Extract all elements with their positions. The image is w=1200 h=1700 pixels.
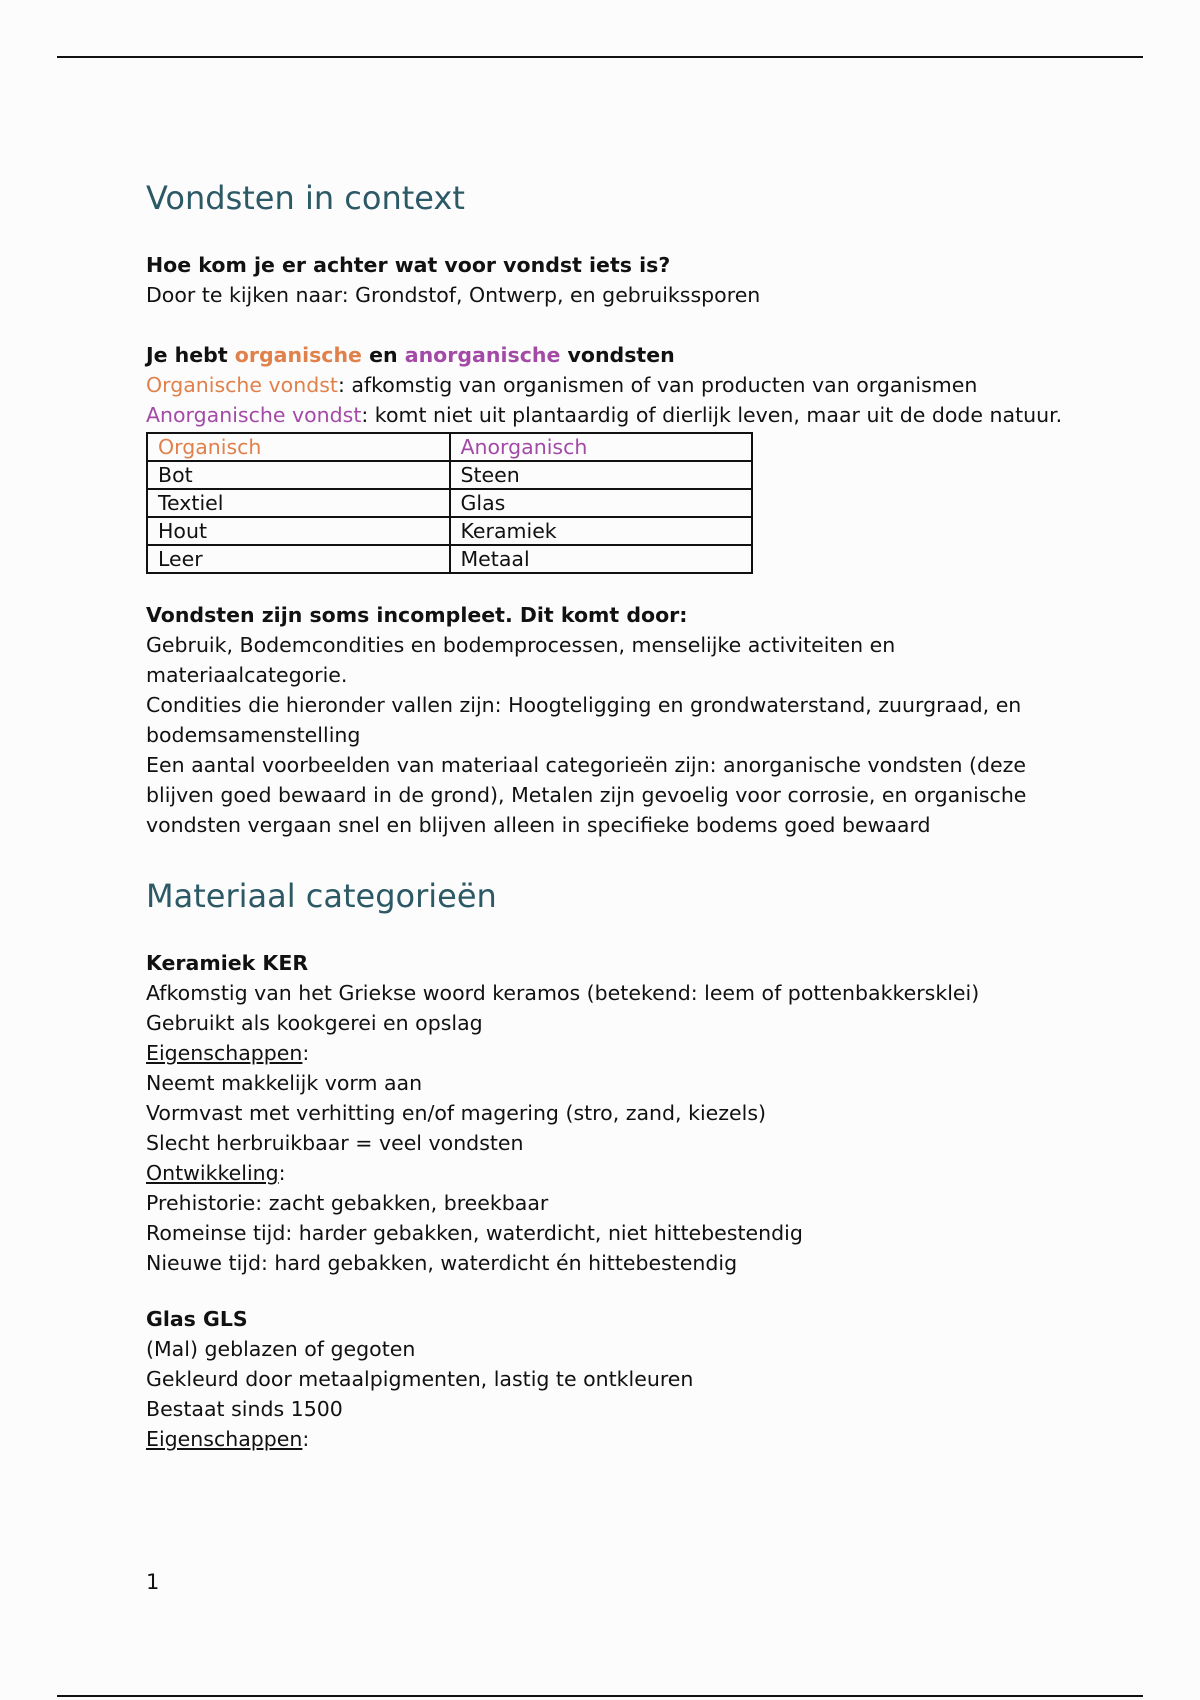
line: Bestaat sinds 1500 — [146, 1397, 343, 1421]
colon: : — [302, 1041, 310, 1065]
inorganic-definition — [146, 400, 1076, 430]
line: Nieuwe tijd: hard gebakken, waterdicht én hittebestendig — [146, 1251, 738, 1275]
question-heading: Hoe kom je er achter wat voor vondst iets is? — [146, 253, 671, 277]
cell: Metaal — [450, 545, 753, 573]
line: Afkomstig van het Griekse woord keramos (betekend: leem of pottenbakkersklei) — [146, 981, 980, 1005]
cell: Keramiek — [450, 517, 753, 545]
inorganic-word: anorganische — [404, 343, 561, 367]
label: Eigenschappen — [146, 1427, 303, 1451]
cell: Hout — [147, 517, 450, 545]
heading-materiaal-categorieen: Materiaal categorieën — [146, 877, 497, 915]
cell: Steen — [450, 461, 753, 489]
text: Je hebt — [146, 343, 235, 367]
line: Gebruikt als kookgerei en opslag — [146, 1011, 483, 1035]
ontwikkeling-label — [146, 1158, 1076, 1188]
table-header-row — [147, 433, 752, 461]
paragraph: Gebruik, Bodemcondities en bodemprocessen, menselijke activiteiten en materiaalcategorie. — [146, 633, 896, 687]
line: (Mal) geblazen of gegoten — [146, 1337, 416, 1361]
colon: : — [302, 1427, 310, 1451]
line: Prehistorie: zacht gebakken, breekbaar — [146, 1191, 549, 1215]
header-organisch: Organisch — [147, 433, 450, 461]
label: Ontwikkeling — [146, 1161, 279, 1185]
line: Vormvast met verhitting en/of magering (stro, zand, kiezels) — [146, 1101, 767, 1125]
cell: Textiel — [147, 489, 450, 517]
line: Slecht herbruikbaar = veel vondsten — [146, 1131, 524, 1155]
line: Gekleurd door metaalpigmenten, lastig te ontkleuren — [146, 1367, 694, 1391]
question-answer: Door te kijken naar: Grondstof, Ontwerp, en gebruikssporen — [146, 283, 761, 307]
materials-table — [146, 432, 753, 574]
line: Romeinse tijd: harder gebakken, waterdicht, niet hittebestendig — [146, 1221, 803, 1245]
table-row — [147, 545, 752, 573]
organic-word: organische — [234, 343, 362, 367]
text: en — [361, 343, 405, 367]
table-row — [147, 517, 752, 545]
text: vondsten — [560, 343, 675, 367]
cell: Glas — [450, 489, 753, 517]
colon: : — [278, 1161, 286, 1185]
organic-definition — [146, 370, 1076, 400]
heading-vondsten-in-context: Vondsten in context — [146, 179, 465, 217]
label: Eigenschappen — [146, 1041, 303, 1065]
eigenschappen-label — [146, 1424, 1076, 1454]
header-rule — [57, 56, 1143, 58]
types-heading — [146, 340, 1076, 370]
line: Neemt makkelijk vorm aan — [146, 1071, 423, 1095]
page-number: 1 — [146, 1570, 160, 1594]
term: Organische vondst — [146, 373, 338, 397]
footer-rule — [57, 1695, 1143, 1697]
document-body — [146, 176, 1076, 1454]
definition: : komt niet uit plantaardig of dierlijk leven, maar uit de dode natuur. — [361, 403, 1063, 427]
term: Anorganische vondst — [146, 403, 362, 427]
keramiek-heading: Keramiek KER — [146, 951, 309, 975]
header-anorganisch: Anorganisch — [450, 433, 753, 461]
paragraph: Condities die hieronder vallen zijn: Hoogteligging en grondwaterstand, zuurgraad, en bodemsamenstelling — [146, 693, 1022, 747]
cell: Bot — [147, 461, 450, 489]
table-row — [147, 489, 752, 517]
incomplete-heading: Vondsten zijn soms incompleet. Dit komt door: — [146, 603, 688, 627]
eigenschappen-label — [146, 1038, 1076, 1068]
cell: Leer — [147, 545, 450, 573]
definition: : afkomstig van organismen of van producten van organismen — [337, 373, 978, 397]
table-row — [147, 461, 752, 489]
glas-heading: Glas GLS — [146, 1307, 248, 1331]
paragraph: Een aantal voorbeelden van materiaal categorieën zijn: anorganische vondsten (deze blijven goed bewaard in de grond), Metalen zijn gevoelig voor corrosie, en organische vondsten vergaan snel en blijven alleen in specifieke bodems goed bewaard — [146, 753, 1027, 837]
